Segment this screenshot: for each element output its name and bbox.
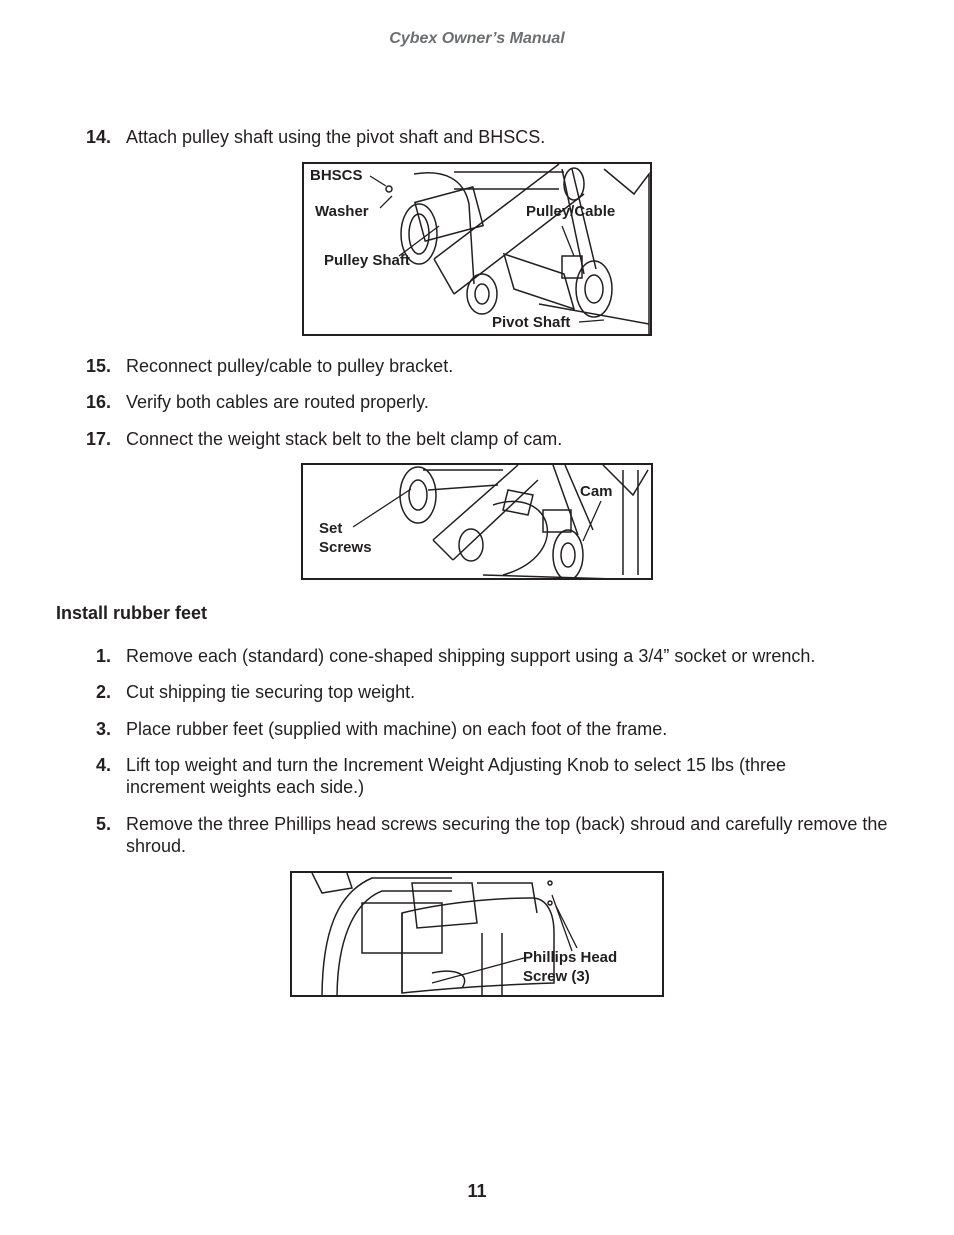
step-number: 3. [96, 719, 112, 739]
step-text: Lift top weight and turn the Increment Weight Adjusting Knob to select 15 lbs (three increment weights each side.) [126, 755, 787, 797]
step-number: 17. [86, 429, 112, 449]
figure-pulley-shaft [302, 162, 652, 336]
step-text: Remove each (standard) cone-shaped shipping support using a 3/4” socket or wrench. [126, 646, 816, 666]
step-number: 15. [86, 356, 112, 376]
figure-cam-belt-clamp [301, 463, 653, 580]
step-text: Remove the three Phillips head screws securing the top (back) shroud and carefully remove the shroud. [126, 814, 888, 856]
step-text: Connect the weight stack belt to the belt clamp of cam. [126, 429, 563, 449]
label-cam: Cam [580, 483, 613, 500]
step-text: Place rubber feet (supplied with machine) on each foot of the frame. [126, 719, 668, 739]
step-text: Verify both cables are routed properly. [126, 392, 429, 412]
label-pulley-cable: Pulley/Cable [526, 203, 616, 220]
label-washer: Washer [315, 203, 369, 220]
step-number: 14. [86, 127, 112, 147]
step-number: 5. [96, 814, 112, 834]
label-screw-count: Screw (3) [523, 968, 590, 985]
label-phillips-head: Phillips Head [523, 949, 618, 966]
label-pivot-shaft: Pivot Shaft [492, 314, 571, 331]
step-number: 1. [96, 646, 112, 666]
step-number: 4. [96, 755, 112, 775]
figure-shroud-screws [290, 871, 664, 997]
step-text: Reconnect pulley/cable to pulley bracket. [126, 356, 454, 376]
step-number: 16. [86, 392, 112, 412]
page-number: 11 [467, 1181, 487, 1201]
section-heading: Install rubber feet [56, 603, 208, 623]
label-set: Set [319, 520, 343, 537]
label-pulley-shaft: Pulley Shaft [324, 252, 410, 269]
shroud-illustration [292, 873, 664, 997]
step-text: Cut shipping tie securing top weight. [126, 682, 416, 702]
label-screws: Screws [319, 539, 372, 556]
pulley-shaft-illustration [304, 164, 652, 336]
step-text: Attach pulley shaft using the pivot shaft and BHSCS. [126, 127, 546, 147]
manual-header: Cybex Owner’s Manual [389, 30, 565, 47]
label-bhscs: BHSCS [310, 167, 363, 184]
step-number: 2. [96, 682, 112, 702]
